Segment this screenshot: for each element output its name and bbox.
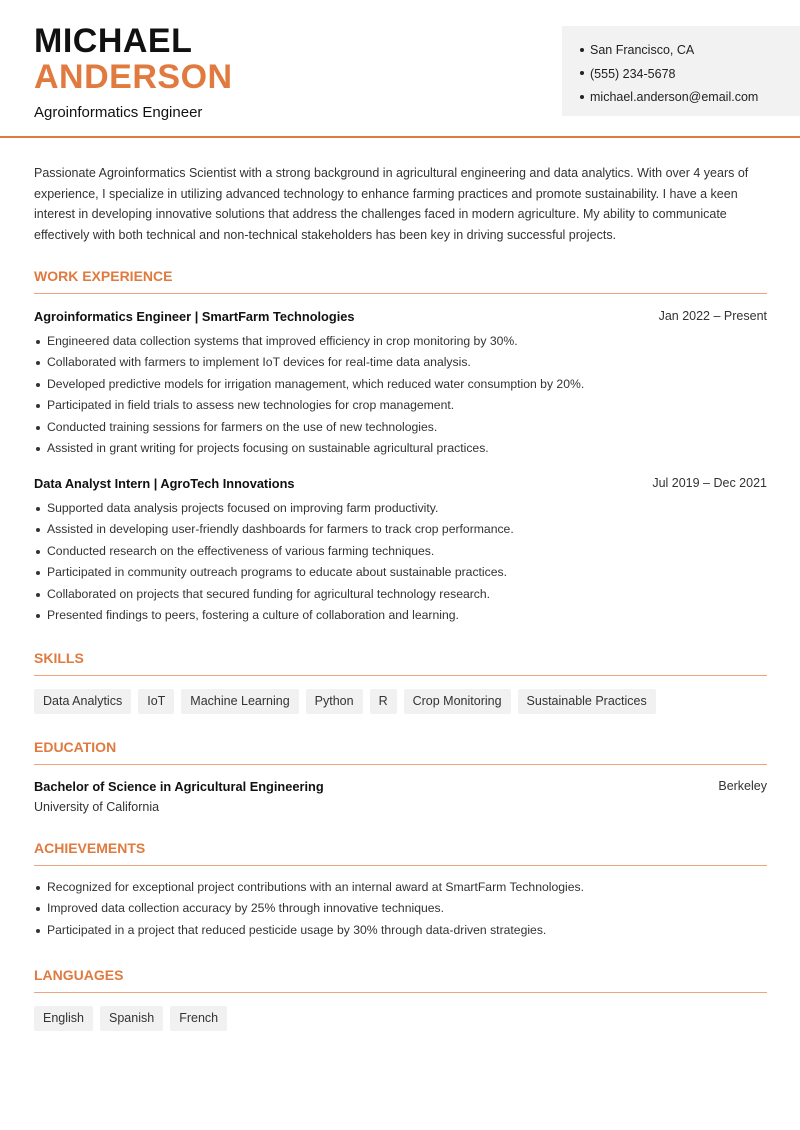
list-item: Conducted training sessions for farmers on the use of new technologies. [34,417,767,438]
list-item: Conducted research on the effectiveness of various farming techniques. [34,541,767,562]
list-item: Collaborated with farmers to implement IoT devices for real-time data analysis. [34,352,767,373]
education-header [34,779,767,794]
contact-location [580,39,800,63]
language-chip: English [34,1006,93,1031]
skill-chip: Crop Monitoring [404,689,511,714]
language-chip: Spanish [100,1006,163,1031]
job-entry-2 [34,476,767,626]
skill-chip: IoT [138,689,174,714]
bullet-icon [580,71,584,75]
education-degree: Bachelor of Science in Agricultural Engineering [34,779,324,794]
list-item: Participated in community outreach programs to educate about sustainable practices. [34,562,767,583]
contact-box [562,26,800,116]
education-location: Berkeley [718,779,767,793]
section-title-languages: LANGUAGES [34,967,767,993]
job-title: Agroinformatics Engineer [34,104,203,121]
skill-chip: Data Analytics [34,689,131,714]
contact-location-text: San Francisco, CA [590,43,695,57]
skill-chip: Python [306,689,363,714]
list-item: Recognized for exceptional project contributions with an internal award at SmartFarm Technologies. [34,877,767,898]
list-item: Assisted in grant writing for projects focusing on sustainable agricultural practices. [34,438,767,459]
section-title-education: EDUCATION [34,739,767,765]
job-bullets [34,331,767,459]
list-item: Collaborated on projects that secured funding for agricultural technology research. [34,584,767,605]
contact-email-text: michael.anderson@email.com [590,90,759,104]
achievements-list [34,873,767,941]
achievement-bullets [34,877,767,941]
contact-phone-text: (555) 234-5678 [590,66,676,81]
list-item: Participated in a project that reduced pesticide usage by 30% through data-driven strategies. [34,920,767,941]
last-name: ANDERSON [34,58,233,96]
skill-chip: Sustainable Practices [518,689,656,714]
summary-paragraph: Passionate Agroinformatics Scientist with a strong background in agricultural engineering and data analytics. With over 4 years of experience, I specialize in utilizing advanced technology to enhance farming practices and promote sustainability. I have a keen interest in developing innovative solutions that address the challenges faced in modern agriculture. My ability to communicate effectively with both technical and non-technical stakeholders has been key in driving successful projects. [34,166,749,243]
contact-phone [580,63,800,87]
bullet-icon [580,48,584,52]
list-item: Improved data collection accuracy by 25% through innovative techniques. [34,898,767,919]
list-item: Participated in field trials to assess new technologies for crop management. [34,395,767,416]
skills-chips [34,689,656,714]
job-header [34,476,767,491]
list-item: Engineered data collection systems that improved efficiency in crop monitoring by 30%. [34,331,767,352]
list-item: Presented findings to peers, fostering a culture of collaboration and learning. [34,605,767,626]
skill-chip: Machine Learning [181,689,298,714]
first-name: MICHAEL [34,22,193,60]
job-role: Agroinformatics Engineer | SmartFarm Technologies [34,309,355,324]
resume-header [0,0,800,138]
job-date: Jul 2019 – Dec 2021 [652,476,767,490]
section-title-skills: SKILLS [34,650,767,676]
job-bullets [34,498,767,626]
section-title-work: WORK EXPERIENCE [34,268,767,294]
skill-chip: R [370,689,397,714]
section-title-achievements: ACHIEVEMENTS [34,840,767,866]
language-chips [34,1006,227,1031]
job-role: Data Analyst Intern | AgroTech Innovations [34,476,295,491]
list-item: Assisted in developing user-friendly dashboards for farmers to track crop performance. [34,519,767,540]
name-block [34,24,233,121]
list-item: Supported data analysis projects focused on improving farm productivity. [34,498,767,519]
list-item: Developed predictive models for irrigation management, which reduced water consumption by 20%. [34,374,767,395]
education-entry [34,779,767,814]
contact-email [580,86,800,110]
job-entry-1 [34,309,767,459]
job-header [34,309,767,324]
language-chip: French [170,1006,227,1031]
job-date: Jan 2022 – Present [658,309,767,323]
bullet-icon [580,95,584,99]
education-school: University of California [34,800,160,814]
